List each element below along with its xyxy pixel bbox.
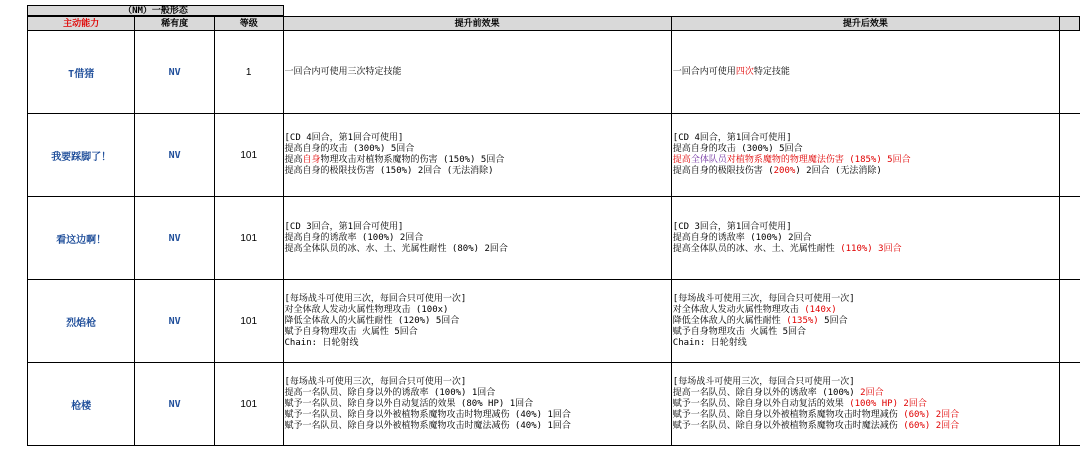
effect-text: ) 2回合 (无法消除) [795,166,882,176]
effect-text: 200% [773,166,796,176]
header-level: 等级 [214,17,283,31]
level-cell: 101 [214,363,283,446]
effect-text: 赋予一名队员、除自身以外自动复活的效果 [672,398,850,409]
effect-text: 提高自身的诱敌率 (100%) 2回合 [284,232,424,243]
effect-line [673,144,1059,155]
extra-cell [1060,363,1080,446]
effect-text: 赋予自身物理攻击 火属性 5回合 [672,326,807,337]
effect-text: [每场战斗可使用三次，每回合只可使用一次] [284,293,467,304]
effect-text: (60%) 2回合 [903,409,960,420]
effect-line [673,421,1059,432]
effect-text: 四次 [735,66,754,77]
effect-text: (110%) 3回合 [840,243,902,254]
effect-line [673,305,1059,316]
before-effect-cell [283,114,671,197]
effect-line [285,421,671,432]
effect-text: 赋予一名队员、除自身以外被植物系魔物攻击时魔法减伤 [672,420,904,431]
effect-text: 提高一名队员、除自身以外的诱敌率 (100%) 1回合 [284,387,496,398]
extra-cell [1060,197,1080,280]
header-after: 提升后效果 [671,17,1059,31]
effect-text: 提高自身的攻击 (300%) 5回合 [284,144,415,154]
effect-text: 赋予一名队员、除自身以外自动复活的效果 (80% HP) 1回合 [284,398,534,409]
effect-line [285,155,671,166]
after-effect-cell [671,197,1059,280]
level-cell: 101 [214,280,283,363]
effect-line [673,155,1059,166]
effect-text: 降低全体敌人的火属性耐性 (120%) 5回合 [284,315,460,326]
extra-cell [1060,31,1080,114]
table-row [28,31,1080,114]
effect-line [673,294,1059,305]
effect-line [673,166,1059,177]
effect-text: 提高全体队员的冰、水、土、光属性耐性 [672,243,841,254]
effect-line [285,377,671,388]
effect-text: 提高自身的极限技伤害 (150%) 2回合 (无法消除) [284,166,494,176]
effect-text: 2回合 [860,387,884,398]
effect-text: 提高一名队员、除自身以外的诱敌率 (100%) [672,387,861,398]
header-extra [1060,17,1080,31]
effect-text: [CD 4回合，第1回合可使用] [284,133,404,143]
effect-line [673,233,1059,244]
header-rarity: 稀有度 [135,17,215,31]
skill-name-cell: 枪楼 [28,363,135,446]
rarity-cell: NV [135,31,215,114]
effect-text: 提高 [284,155,303,165]
effect-text: 对全体敌人发动火属性物理攻击 [672,304,805,315]
effect-line [285,244,671,255]
effect-line [673,327,1059,338]
effect-text: 物理攻击对植物系魔物的伤害 (150%) 5回合 [320,155,505,165]
effect-line [673,244,1059,255]
effect-text: 5回合 [818,315,848,326]
effect-line [673,410,1059,421]
effect-text: 特定技能 [753,66,790,77]
effect-line [285,233,671,244]
after-effect-cell [671,363,1059,446]
effect-text: 提高自身的攻击 (300%) 5回合 [672,144,803,154]
effect-line [673,316,1059,327]
header-before: 提升前效果 [283,17,671,31]
level-cell: 101 [214,197,283,280]
effect-line [285,338,671,349]
effect-line [673,388,1059,399]
effect-text: Chain: 日轮射线 [284,337,359,348]
before-effect-cell [283,197,671,280]
effect-text: 赋予一名队员、除自身以外被植物系魔物攻击时物理减伤 [672,409,904,420]
effect-line [285,166,671,177]
effect-text: (60%) 2回合 [903,420,960,431]
rarity-cell: NV [135,114,215,197]
effect-text: 自身 [302,155,321,165]
effect-text: 提高 [672,155,691,165]
effect-line [673,377,1059,388]
effect-line [285,133,671,144]
effect-line [285,294,671,305]
table-row [28,280,1080,363]
table-row [28,197,1080,280]
skill-name-cell: T借猪 [28,31,135,114]
effect-text: 降低全体敌人的火属性耐性 [672,315,787,326]
level-cell: 1 [214,31,283,114]
effect-text: Chain: 日轮射线 [672,337,747,348]
rarity-cell: NV [135,363,215,446]
extra-cell [1060,114,1080,197]
table-body [28,31,1080,446]
skill-name-cell: 我要踩脚了！ [28,114,135,197]
table-row [28,114,1080,197]
table-row [28,363,1080,446]
effect-text: [每场战斗可使用三次，每回合只可使用一次] [672,376,855,387]
effect-text: (140x) [804,304,837,315]
before-effect-cell [283,31,671,114]
skill-table [27,16,1080,446]
before-effect-cell [283,363,671,446]
after-effect-cell [671,280,1059,363]
skill-name-cell: 看这边啊！ [28,197,135,280]
after-effect-cell [671,114,1059,197]
effect-text: 提高自身的诱敌率 (100%) 2回合 [672,232,812,243]
header-skill: 主动能力 [28,17,135,31]
effect-line [673,399,1059,410]
effect-line [673,222,1059,233]
effect-text: 对全体敌人发动火属性物理攻击 (100x) [284,304,449,315]
effect-text: [每场战斗可使用三次，每回合只可使用一次] [672,293,855,304]
effect-text: 一回合内可使用 [672,66,736,77]
effect-text: 提高自身的极限技伤害 ( [672,166,774,176]
effect-text: (100% HP) 2回合 [849,398,927,409]
effect-line [285,67,671,78]
effect-line [285,399,671,410]
extra-cell [1060,280,1080,363]
after-effect-cell [671,31,1059,114]
effect-text: [CD 3回合，第1回合可使用] [672,221,792,232]
skill-name-cell: 烈焰枪 [28,280,135,363]
effect-text: 赋予自身物理攻击 火属性 5回合 [284,326,418,337]
effect-line [285,222,671,233]
effect-text: [CD 4回合，第1回合可使用] [672,133,792,143]
effect-line [285,388,671,399]
effect-line [673,133,1059,144]
effect-line [285,327,671,338]
effect-line [285,410,671,421]
form-title: （NM）一般形态 [27,5,284,16]
effect-line [673,67,1059,78]
effect-text: 赋予一名队员、除自身以外被植物系魔物攻击时魔法减伤 (40%) 1回合 [284,420,571,431]
effect-line [285,305,671,316]
effect-line [673,338,1059,349]
effect-text: 全体队员 [690,155,727,165]
rarity-cell: NV [135,197,215,280]
effect-text: 赋予一名队员、除自身以外被植物系魔物攻击时物理减伤 (40%) 1回合 [284,409,571,420]
before-effect-cell [283,280,671,363]
effect-text: [每场战斗可使用三次，每回合只可使用一次] [284,376,467,387]
effect-text: [CD 3回合，第1回合可使用] [284,221,404,232]
effect-text: 一回合内可使用三次特定技能 [284,66,402,77]
effect-text: (135%) [786,315,819,326]
effect-text: 提高全体队员的冰、水、土、光属性耐性 (80%) 2回合 [284,243,508,254]
effect-line [285,316,671,327]
rarity-cell: NV [135,280,215,363]
level-cell: 101 [214,114,283,197]
effect-line [285,144,671,155]
effect-text: 对植物系魔物的物理魔法伤害 (185%) 5回合 [726,155,911,165]
